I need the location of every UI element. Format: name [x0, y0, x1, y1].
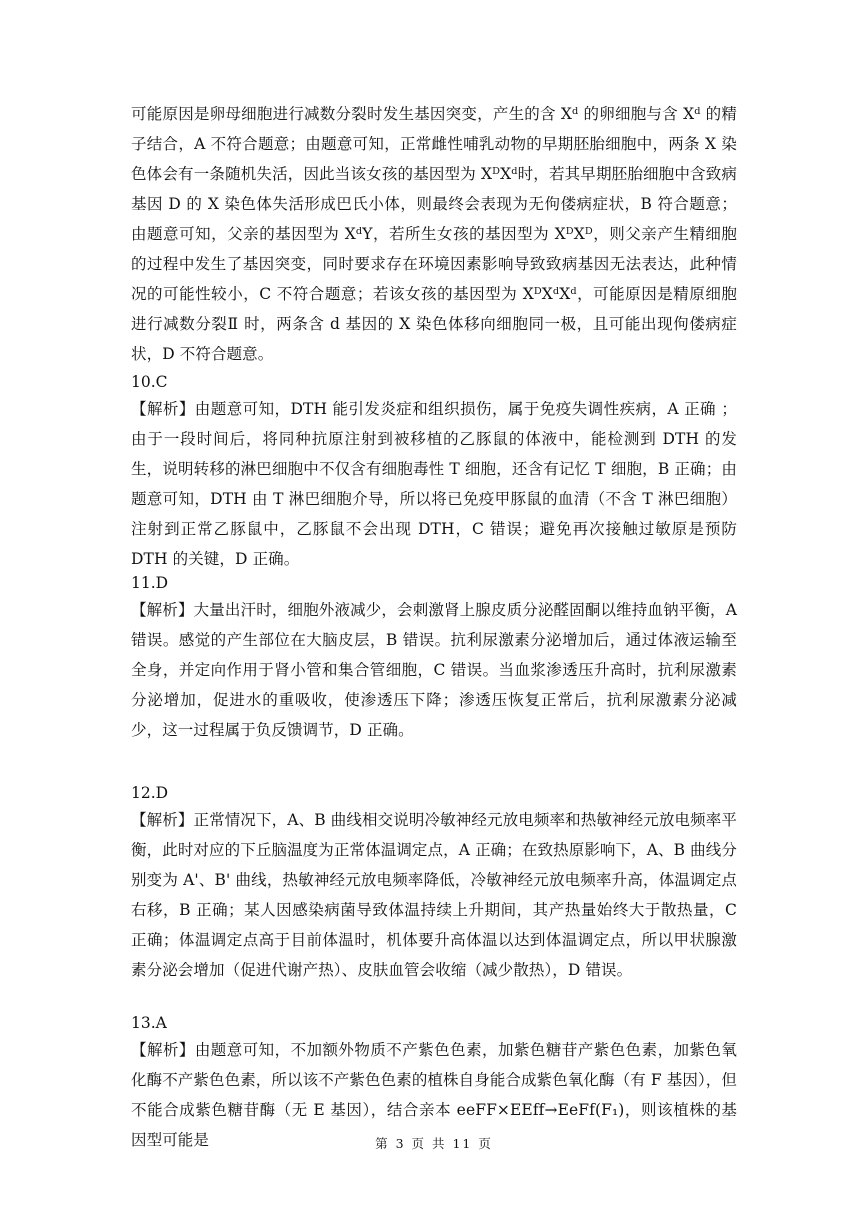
explanation-13: 【解析】由题意可知，不加额外物质不产紫色色素，加紫色糖苷产紫色色素，加紫色氧化酶不产紫色色素，所以该不产紫色色素的植株自身能合成紫色氧化酶（有 F 基因），但不能合成紫色糖苷酶（无 E 基因），结合亲本 eeFF×EEff→EeFf(F₁)，则该植株的基因型可能是	[131, 1041, 737, 1149]
answer-number-10: 10.C	[131, 373, 168, 391]
paragraph-continuation: 可能原因是卵母细胞进行减数分裂时发生基因突变，产生的含 Xᵈ 的卵细胞与含 Xᵈ 的精子结合，A 不符合题意；由题意可知，正常雌性哺乳动物的早期胚胎细胞中，两条 X 染色体会有一条随机失活，因此当该女孩的基因型为 XᴰXᵈ时，若其早期胚胎细胞中含致病基因 D 的 X 染色体失活形成巴氏小体，则最终会表现为无佝偻病症状，B 符合题意；由题意可知，父亲的基因型为 XᵈY，若所生女孩的基因型为 XᴰXᴰ，则父亲产生精细胞的过程中发生了基因突变，同时要求存在环境因素影响导致致病基因无法表达，此种情况的可能性较小，C 不符合题意；若该女孩的基因型为 XᴰXᵈXᵈ，可能原因是精原细胞进行减数分裂Ⅱ 时，两条含 d 基因的 X 染色体移向细胞同一极，且可能出现佝偻病症状，D 不符合题意。	[131, 105, 737, 363]
answer-number-11: 11.D	[131, 574, 169, 592]
explanation-12: 【解析】正常情况下，A、B 曲线相交说明冷敏神经元放电频率和热敏神经元放电频率平衡，此时对应的下丘脑温度为正常体温调定点，A 正确；在致热原影响下，A、B 曲线分别变为 A'、B' 曲线，热敏神经元放电频率降低，冷敏神经元放电频率升高，体温调定点右移，B 正确；某人因感染病菌导致体温持续上升期间，其产热量始终大于散热量，C 正确；体温调定点高于目前体温时，机体要升高体温以达到体温调定点，所以甲状腺激素分泌会增加（促进代谢产热）、皮肤血管会收缩（减少散热），D 错误。	[131, 811, 737, 979]
page-footer: 第 3 页 共 11 页	[375, 1136, 493, 1151]
answer-number-12: 12.D	[131, 784, 169, 802]
answer-number-13: 13.A	[131, 1014, 167, 1032]
explanation-11: 【解析】大量出汗时，细胞外液减少，会刺激肾上腺皮质分泌醛固酮以维持血钠平衡，A 错误。感觉的产生部位在大脑皮层，B 错误。抗利尿激素分泌增加后，通过体液运输至全身，并定向作用于肾小管和集合管细胞，C 错误。当血浆渗透压升高时，抗利尿激素分泌增加，促进水的重吸收，使渗透压下降；渗透压恢复正常后，抗利尿激素分泌减少，这一过程属于负反馈调节，D 正确。	[131, 601, 737, 739]
explanation-10: 【解析】由题意可知，DTH 能引发炎症和组织损伤，属于免疫失调性疾病，A 正确 ；由于一段时间后，将同种抗原注射到被移植的乙豚鼠的体液中，能检测到 DTH 的发生，说明转移的淋巴细胞中不仅含有细胞毒性 T 细胞，还含有记忆 T 细胞，B 正确；由题意可知，DTH 由 T 淋巴细胞介导，所以将已免疫甲豚鼠的血清（不含 T 淋巴细胞）注射到正常乙豚鼠中，乙豚鼠不会出现 DTH，C 错误；避免再次接触过敏原是预防 DTH 的关键，D 正确。	[131, 400, 737, 568]
